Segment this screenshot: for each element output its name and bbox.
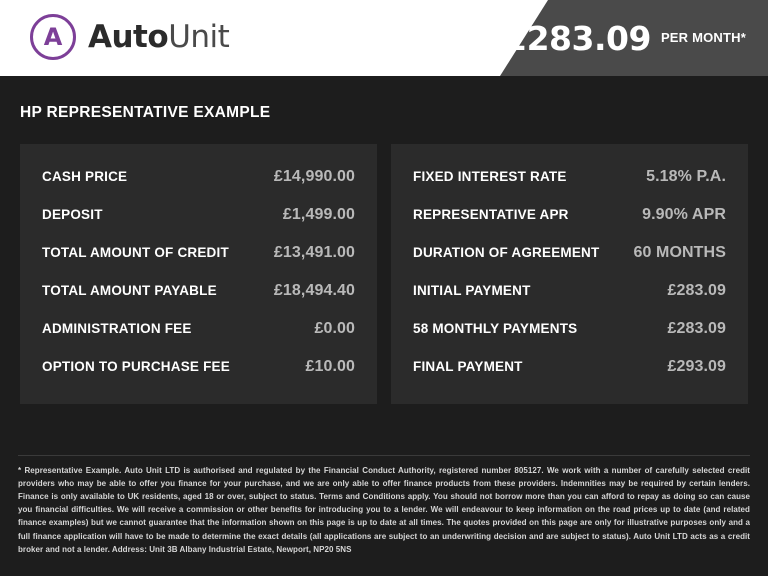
- monthly-price-amount: £283.09: [504, 18, 651, 58]
- finance-details-panels: [0, 122, 768, 404]
- table-row: [413, 234, 726, 272]
- row-label: TOTAL AMOUNT PAYABLE: [42, 283, 217, 298]
- row-label: TOTAL AMOUNT OF CREDIT: [42, 245, 229, 260]
- logo-letter-a: A: [43, 23, 63, 51]
- table-row: [413, 196, 726, 234]
- page-header: [0, 0, 768, 76]
- disclaimer-section: [0, 441, 768, 576]
- table-row: [42, 234, 355, 272]
- row-value: 5.18% P.A.: [646, 168, 726, 185]
- monthly-price-block: [504, 0, 746, 76]
- row-value: 9.90% APR: [642, 206, 726, 223]
- row-value: 60 MONTHS: [633, 244, 726, 261]
- brand-wordmark: [88, 19, 229, 55]
- row-value: £283.09: [667, 282, 726, 299]
- right-details-panel: [391, 144, 748, 404]
- row-value: £293.09: [667, 358, 726, 375]
- table-row: [42, 158, 355, 196]
- brand-logo: [30, 14, 229, 60]
- disclaimer-text: * Representative Example. Auto Unit LTD is authorised and regulated by the Financial Conduct Authority, registered number 805127. We work with a number of carefully selected credit providers who may be able to offer you finance for your purchase, and we are only able to offer finance products from these providers. Indemnities may be required by certain lenders. Finance is only available to UK residents, aged 18 or over, subject to status. Terms and Conditions apply. You should not borrow more than you can afford to repay as doing so can cause you financial difficulties. We will receive a commission or other benefits for introducing you to a lender. We will endeavour to keep information on the road prices up to date (and related finance examples) but we cannot guarantee that the information shown on this page is up to date at all times. The quotes provided on this page are only for illustrative purposes only and a full finance application will have to be made to determine the exact details (all applications are subject to an underwriting decision and are subject to status). Auto Unit LTD acts as a credit broker and not a lender. Address: Unit 3B Albany Industrial Estate, Newport, NP20 5NS: [18, 465, 750, 554]
- row-label: DEPOSIT: [42, 207, 103, 222]
- left-details-panel: [20, 144, 377, 404]
- table-row: [413, 310, 726, 348]
- table-row: [42, 310, 355, 348]
- row-label: OPTION TO PURCHASE FEE: [42, 359, 230, 374]
- row-value: £10.00: [305, 358, 355, 375]
- brand-secondary-text: Unit: [168, 19, 230, 55]
- table-row: [42, 272, 355, 310]
- row-label: INITIAL PAYMENT: [413, 283, 531, 298]
- page-title: HP REPRESENTATIVE EXAMPLE: [20, 104, 271, 121]
- monthly-price-period: PER MONTH*: [660, 29, 746, 45]
- table-row: [413, 348, 726, 386]
- table-row: [42, 196, 355, 234]
- table-row: [42, 348, 355, 386]
- row-label: REPRESENTATIVE APR: [413, 207, 569, 222]
- row-label: FINAL PAYMENT: [413, 359, 523, 374]
- row-label: ADMINISTRATION FEE: [42, 321, 192, 336]
- brand-primary-text: Auto: [88, 19, 169, 55]
- row-label: CASH PRICE: [42, 169, 128, 184]
- table-row: [413, 158, 726, 196]
- row-label: FIXED INTEREST RATE: [413, 169, 567, 184]
- divider: [18, 455, 750, 456]
- row-value: £13,491.00: [273, 244, 355, 261]
- table-row: [413, 272, 726, 310]
- row-value: £18,494.40: [273, 282, 355, 299]
- row-value: £14,990.00: [273, 168, 355, 185]
- auto-unit-logo-icon: [30, 14, 76, 60]
- row-value: £283.09: [667, 320, 726, 337]
- row-value: £0.00: [314, 320, 355, 337]
- row-label: 58 MONTHLY PAYMENTS: [413, 321, 578, 336]
- row-value: £1,499.00: [282, 206, 355, 223]
- row-label: DURATION OF AGREEMENT: [413, 245, 600, 260]
